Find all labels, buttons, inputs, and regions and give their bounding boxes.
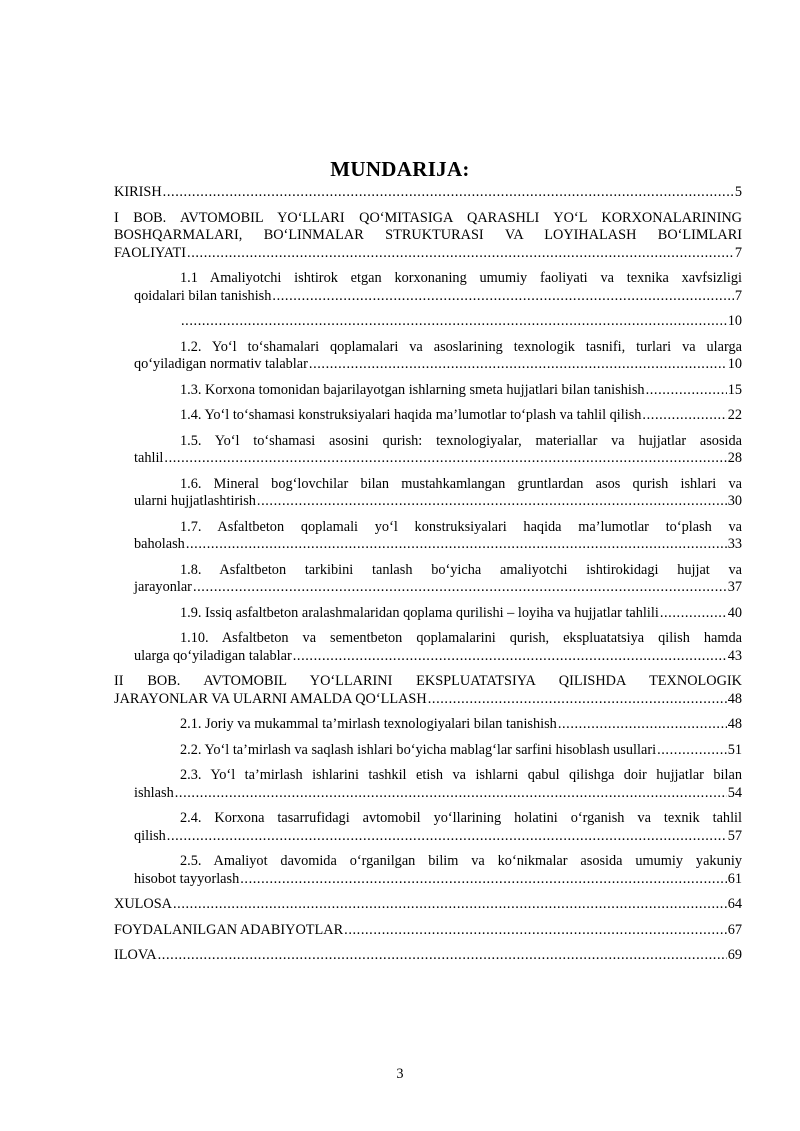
toc-page-number: 28 bbox=[727, 450, 742, 466]
toc-entry-title-line: XULOSA bbox=[114, 896, 172, 912]
toc-entry[interactable] bbox=[114, 947, 742, 965]
toc-entry-title-line: baholash bbox=[134, 536, 185, 552]
dot-leader bbox=[173, 896, 727, 914]
toc-entry-title-line: KIRISH bbox=[114, 184, 162, 200]
dot-leader bbox=[158, 947, 727, 965]
dot-leader bbox=[187, 245, 734, 263]
toc-page-number: 10 bbox=[727, 356, 742, 372]
toc-entry-title-line: 2.5. Amaliyot davomida o‘rganilgan bilim va ko‘nikmalar asosida umumiy yakuniy bbox=[180, 853, 742, 869]
dot-leader bbox=[186, 536, 727, 554]
toc-page-number: 7 bbox=[734, 287, 742, 304]
dot-leader bbox=[428, 691, 727, 709]
dot-leader bbox=[240, 871, 726, 889]
toc-entry-title-line: 2.4. Korxona tasarrufidagi avtomobil yo‘llarining holatini o‘rganish va texnik tahlil bbox=[180, 810, 742, 826]
toc-entry[interactable] bbox=[114, 270, 742, 305]
toc-entry[interactable] bbox=[114, 742, 742, 760]
toc-entry-title-line: FOYDALANILGAN ADABIYOTLAR bbox=[114, 921, 344, 938]
toc-entry[interactable] bbox=[114, 407, 742, 425]
dot-leader bbox=[309, 356, 727, 374]
toc-entry[interactable] bbox=[114, 810, 742, 845]
toc-entry[interactable] bbox=[114, 382, 742, 400]
toc-entry-title-line: JARAYONLAR VA ULARNI AMALDA QO‘LLASH bbox=[114, 690, 427, 707]
toc-entry[interactable] bbox=[114, 184, 742, 202]
toc-page-number: 67 bbox=[727, 921, 742, 938]
page-number: 3 bbox=[396, 1066, 404, 1082]
toc-page-number: 5 bbox=[734, 184, 742, 200]
dot-leader bbox=[167, 828, 727, 846]
toc-entry-title-line: 1.3. Korxona tomonidan bajarilayotgan ishlarning smeta hujjatlari bilan tanishish bbox=[180, 381, 645, 398]
toc-entry[interactable] bbox=[114, 339, 742, 374]
toc-entry-title-line: ularga qo‘yiladigan talablar bbox=[134, 647, 292, 664]
toc-entry-title-line: ularni hujjatlashtirish bbox=[134, 493, 256, 509]
dot-leader bbox=[272, 288, 733, 306]
toc-entry[interactable] bbox=[114, 210, 742, 263]
toc-entry-title-line: 1.7. Asfaltbeton qoplamali yo‘l konstruksiyalari haqida ma’lumotlar to‘plash va bbox=[180, 518, 742, 535]
toc-entry-title-line: 1.6. Mineral bog‘lovchilar bilan mustahkamlangan gruntlardan asos qurish ishlari va bbox=[180, 475, 742, 492]
toc-entry-title-line: 1.5. Yo‘l to‘shamasi asosini qurish: texnologiyalar, materiallar va hujjatlar asosida bbox=[180, 432, 742, 449]
toc-page-number: 15 bbox=[727, 381, 742, 398]
dot-leader bbox=[181, 313, 727, 331]
dot-leader bbox=[257, 493, 727, 511]
toc-entry[interactable] bbox=[114, 767, 742, 802]
toc-entry[interactable] bbox=[114, 630, 742, 665]
toc-entry-title-line: 1.9. Issiq asfaltbeton aralashmalaridan qoplama qurilishi – loyiha va hujjatlar tahlili bbox=[180, 604, 659, 621]
toc-entry-title-line: I BOB. AVTOMOBIL YO‘LLARI QO‘MITASIGA QARASHLI YO‘L KORXONALARINING bbox=[114, 209, 742, 226]
dot-leader bbox=[344, 922, 727, 940]
table-of-contents bbox=[114, 184, 742, 973]
toc-entry[interactable] bbox=[114, 313, 742, 331]
dot-leader bbox=[193, 579, 727, 597]
toc-entry-title-line: ishlash bbox=[134, 784, 174, 801]
toc-page-number: 43 bbox=[727, 647, 742, 664]
toc-entry-title-line: jarayonlar bbox=[134, 579, 192, 595]
toc-entry[interactable] bbox=[114, 673, 742, 708]
dot-leader bbox=[657, 742, 727, 760]
toc-page-number: 37 bbox=[727, 579, 742, 595]
toc-entry-title-line: 1.1 Amaliyotchi ishtirok etgan korxonaning umumiy faoliyati va texnika xavfsizligi bbox=[180, 270, 742, 286]
dot-leader bbox=[558, 716, 727, 734]
toc-page-number: 40 bbox=[727, 604, 742, 621]
toc-page-number: 61 bbox=[727, 870, 742, 887]
toc-entry[interactable] bbox=[114, 716, 742, 734]
toc-entry[interactable] bbox=[114, 896, 742, 914]
toc-page-number: 7 bbox=[734, 244, 742, 261]
toc-page-number: 48 bbox=[727, 716, 742, 732]
toc-entry[interactable] bbox=[114, 519, 742, 554]
dot-leader bbox=[660, 605, 727, 623]
toc-entry-title-line: 1.4. Yo‘l to‘shamasi konstruksiyalari haqida ma’lumotlar to‘plash va tahlil qilish bbox=[180, 407, 642, 423]
toc-entry[interactable] bbox=[114, 853, 742, 888]
toc-entry-title-line: qoidalari bilan tanishish bbox=[134, 287, 272, 304]
dot-leader bbox=[164, 450, 726, 468]
toc-page-number: 22 bbox=[727, 407, 742, 423]
toc-page-number: 30 bbox=[727, 493, 742, 509]
toc-entry-title-line: 1.2. Yo‘l to‘shamalari qoplamalari va asoslarining texnologik tasnifi, turlari va ularga bbox=[180, 338, 742, 355]
toc-entry-title-line: qilish bbox=[134, 827, 166, 844]
toc-page-number: 57 bbox=[727, 827, 742, 844]
toc-entry-title-line: tahlil bbox=[134, 450, 164, 466]
toc-entry-title-line: hisobot tayyorlash bbox=[134, 870, 240, 887]
dot-leader bbox=[175, 785, 727, 803]
toc-entry-title-line: qo‘yiladigan normativ talablar bbox=[134, 356, 308, 372]
toc-entry[interactable] bbox=[114, 433, 742, 468]
dot-leader bbox=[163, 184, 734, 202]
toc-entry[interactable] bbox=[114, 605, 742, 623]
dot-leader bbox=[646, 382, 727, 400]
toc-entry-title-line: 1.8. Asfaltbeton tarkibini tanlash bo‘yicha amaliyotchi ishtirokidagi hujjat va bbox=[180, 561, 742, 578]
toc-page-number: 51 bbox=[727, 741, 742, 758]
toc-page-number: 54 bbox=[727, 784, 742, 801]
toc-entry-title-line: II BOB. AVTOMOBIL YO‘LLARINI EKSPLUATATSIYA QILISHDA TEXNOLOGIK bbox=[114, 673, 742, 689]
toc-entry[interactable] bbox=[114, 922, 742, 940]
toc-entry[interactable] bbox=[114, 476, 742, 511]
toc-page-number: 48 bbox=[727, 690, 742, 707]
toc-entry-title-line: 1.10. Asfaltbeton va sementbeton qoplamalarini qurish, ekspluatatsiya qilish hamda bbox=[180, 630, 742, 646]
toc-entry-title-line: ILOVA bbox=[114, 947, 157, 963]
toc-entry[interactable] bbox=[114, 562, 742, 597]
toc-page-number: 33 bbox=[727, 536, 742, 552]
dot-leader bbox=[293, 648, 727, 666]
toc-entry-title-line: 2.3. Yo‘l ta’mirlash ishlarini tashkil etish va ishlarni qabul qilishga doir hujjatlar bilan bbox=[180, 767, 742, 783]
toc-entry-title-line: FAOLIYATI bbox=[114, 244, 187, 261]
toc-page-number: 69 bbox=[727, 947, 742, 963]
toc-entry-title-line: 2.2. Yo‘l ta’mirlash va saqlash ishlari bo‘yicha mablag‘lar sarfini hisoblash usullari bbox=[180, 741, 657, 758]
toc-page-number: 10 bbox=[727, 313, 742, 329]
page-title: MUNDARIJA: bbox=[330, 157, 470, 181]
toc-entry-title-line: BOSHQARMALARI, BO‘LINMALAR STRUKTURASI VA LOYIHALASH BO‘LIMLARI bbox=[114, 227, 742, 243]
toc-page-number: 64 bbox=[727, 896, 742, 912]
dot-leader bbox=[642, 407, 726, 425]
toc-entry-title-line: 2.1. Joriy va mukammal ta’mirlash texnologiyalari bilan tanishish bbox=[180, 716, 557, 732]
